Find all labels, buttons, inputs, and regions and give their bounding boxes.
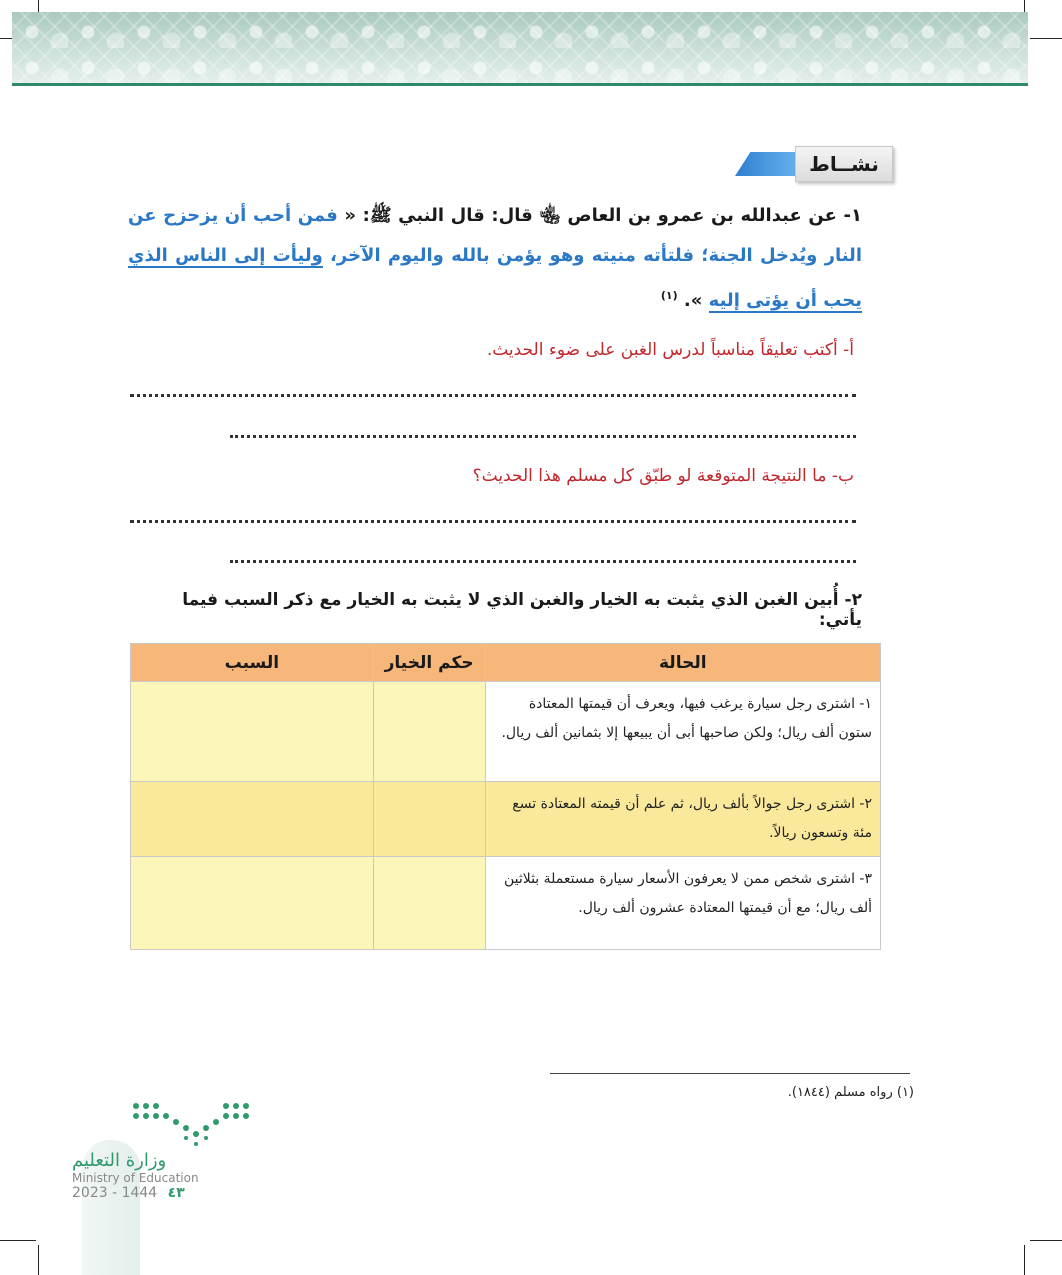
ruling-cell[interactable] bbox=[373, 782, 485, 857]
table-row bbox=[131, 682, 881, 782]
reason-cell[interactable] bbox=[131, 857, 374, 950]
header-case: الحالة bbox=[485, 644, 880, 682]
footnote: (١) رواه مسلم (١٨٤٤). bbox=[787, 1085, 914, 1100]
hadith-text-1: فمن أحب أن يزحزح عن النار ويُدخل الجنة؛ bbox=[128, 205, 862, 266]
answer-line[interactable] bbox=[230, 558, 856, 563]
ministry-name-english: Ministry of Education bbox=[72, 1171, 199, 1185]
hadith-text-2: فلتأته منيته وهو يؤمن بالله واليوم الآخر، bbox=[322, 245, 695, 266]
table-row bbox=[131, 857, 881, 950]
case-cell: ٣- اشترى شخص ممن لا يعرفون الأسعار سيارة مستعملة بثلاثين ألف ريال؛ مع أن قيمتها المعتادة عشرون ألف ريال. bbox=[485, 857, 880, 950]
reason-cell[interactable] bbox=[131, 782, 374, 857]
answer-line[interactable] bbox=[130, 518, 856, 523]
crop-mark bbox=[1024, 1245, 1025, 1275]
sub-question-a: أ- أكتب تعليقاً مناسباً لدرس الغبن على ضوء الحديث. bbox=[486, 340, 854, 360]
case-cell: ٢- اشترى رجل جوالاً بألف ريال، ثم علم أن قيمته المعتادة تسع مئة وتسعون ريالاً. bbox=[485, 782, 880, 857]
activity-label: نشــاط bbox=[795, 146, 893, 182]
table-row bbox=[131, 782, 881, 857]
ruling-cell[interactable] bbox=[373, 857, 485, 950]
question-1-intro: عن عبدالله بن عمرو بن العاص ﵄ قال: قال النبي ﷺ: « bbox=[344, 205, 837, 226]
ministry-branding bbox=[72, 1150, 252, 1201]
question-1-number: ١- bbox=[843, 205, 862, 226]
activity-tag bbox=[735, 146, 893, 182]
crop-mark bbox=[1030, 38, 1062, 39]
year-text: 2023 - 1444 bbox=[72, 1185, 158, 1201]
hadith-text-3: وليأت إلى الناس الذي يحب أن يؤتى إليه bbox=[128, 245, 862, 311]
reason-cell[interactable] bbox=[131, 682, 374, 782]
question-2: ٢- أُبين الغبن الذي يثبت به الخيار والغبن الذي لا يثبت به الخيار مع ذكر السبب فيما يأتي: bbox=[182, 590, 862, 630]
hadith-closing: ». bbox=[683, 290, 703, 311]
header-reason: السبب bbox=[131, 644, 374, 682]
ministry-name-arabic: وزارة التعليم bbox=[72, 1150, 167, 1171]
ruling-cell[interactable] bbox=[373, 682, 485, 782]
case-cell: ١- اشترى رجل سيارة يرغب فيها، ويعرف أن قيمتها المعتادة ستون ألف ريال؛ ولكن صاحبها أبى أن يبيعها إلا بثمانين ألف ريال. bbox=[485, 682, 880, 782]
edition-year bbox=[72, 1185, 252, 1201]
question-1 bbox=[128, 196, 862, 321]
page-number: ٤٣ bbox=[167, 1185, 185, 1201]
footnote-divider bbox=[550, 1073, 910, 1074]
header-ruling: حكم الخيار bbox=[373, 644, 485, 682]
header-divider bbox=[12, 83, 1028, 86]
ministry-logo-icon bbox=[130, 1100, 255, 1146]
crop-mark bbox=[38, 1245, 39, 1275]
footnote-ref: (١) bbox=[660, 289, 678, 302]
crop-mark bbox=[1030, 1240, 1062, 1241]
cases-table bbox=[130, 643, 881, 950]
decorative-header-banner bbox=[12, 12, 1028, 84]
sub-question-b: ب- ما النتيجة المتوقعة لو طبّق كل مسلم هذا الحديث؟ bbox=[472, 466, 854, 486]
answer-line[interactable] bbox=[130, 392, 856, 397]
answer-line[interactable] bbox=[230, 433, 856, 438]
crop-mark bbox=[0, 1240, 36, 1241]
